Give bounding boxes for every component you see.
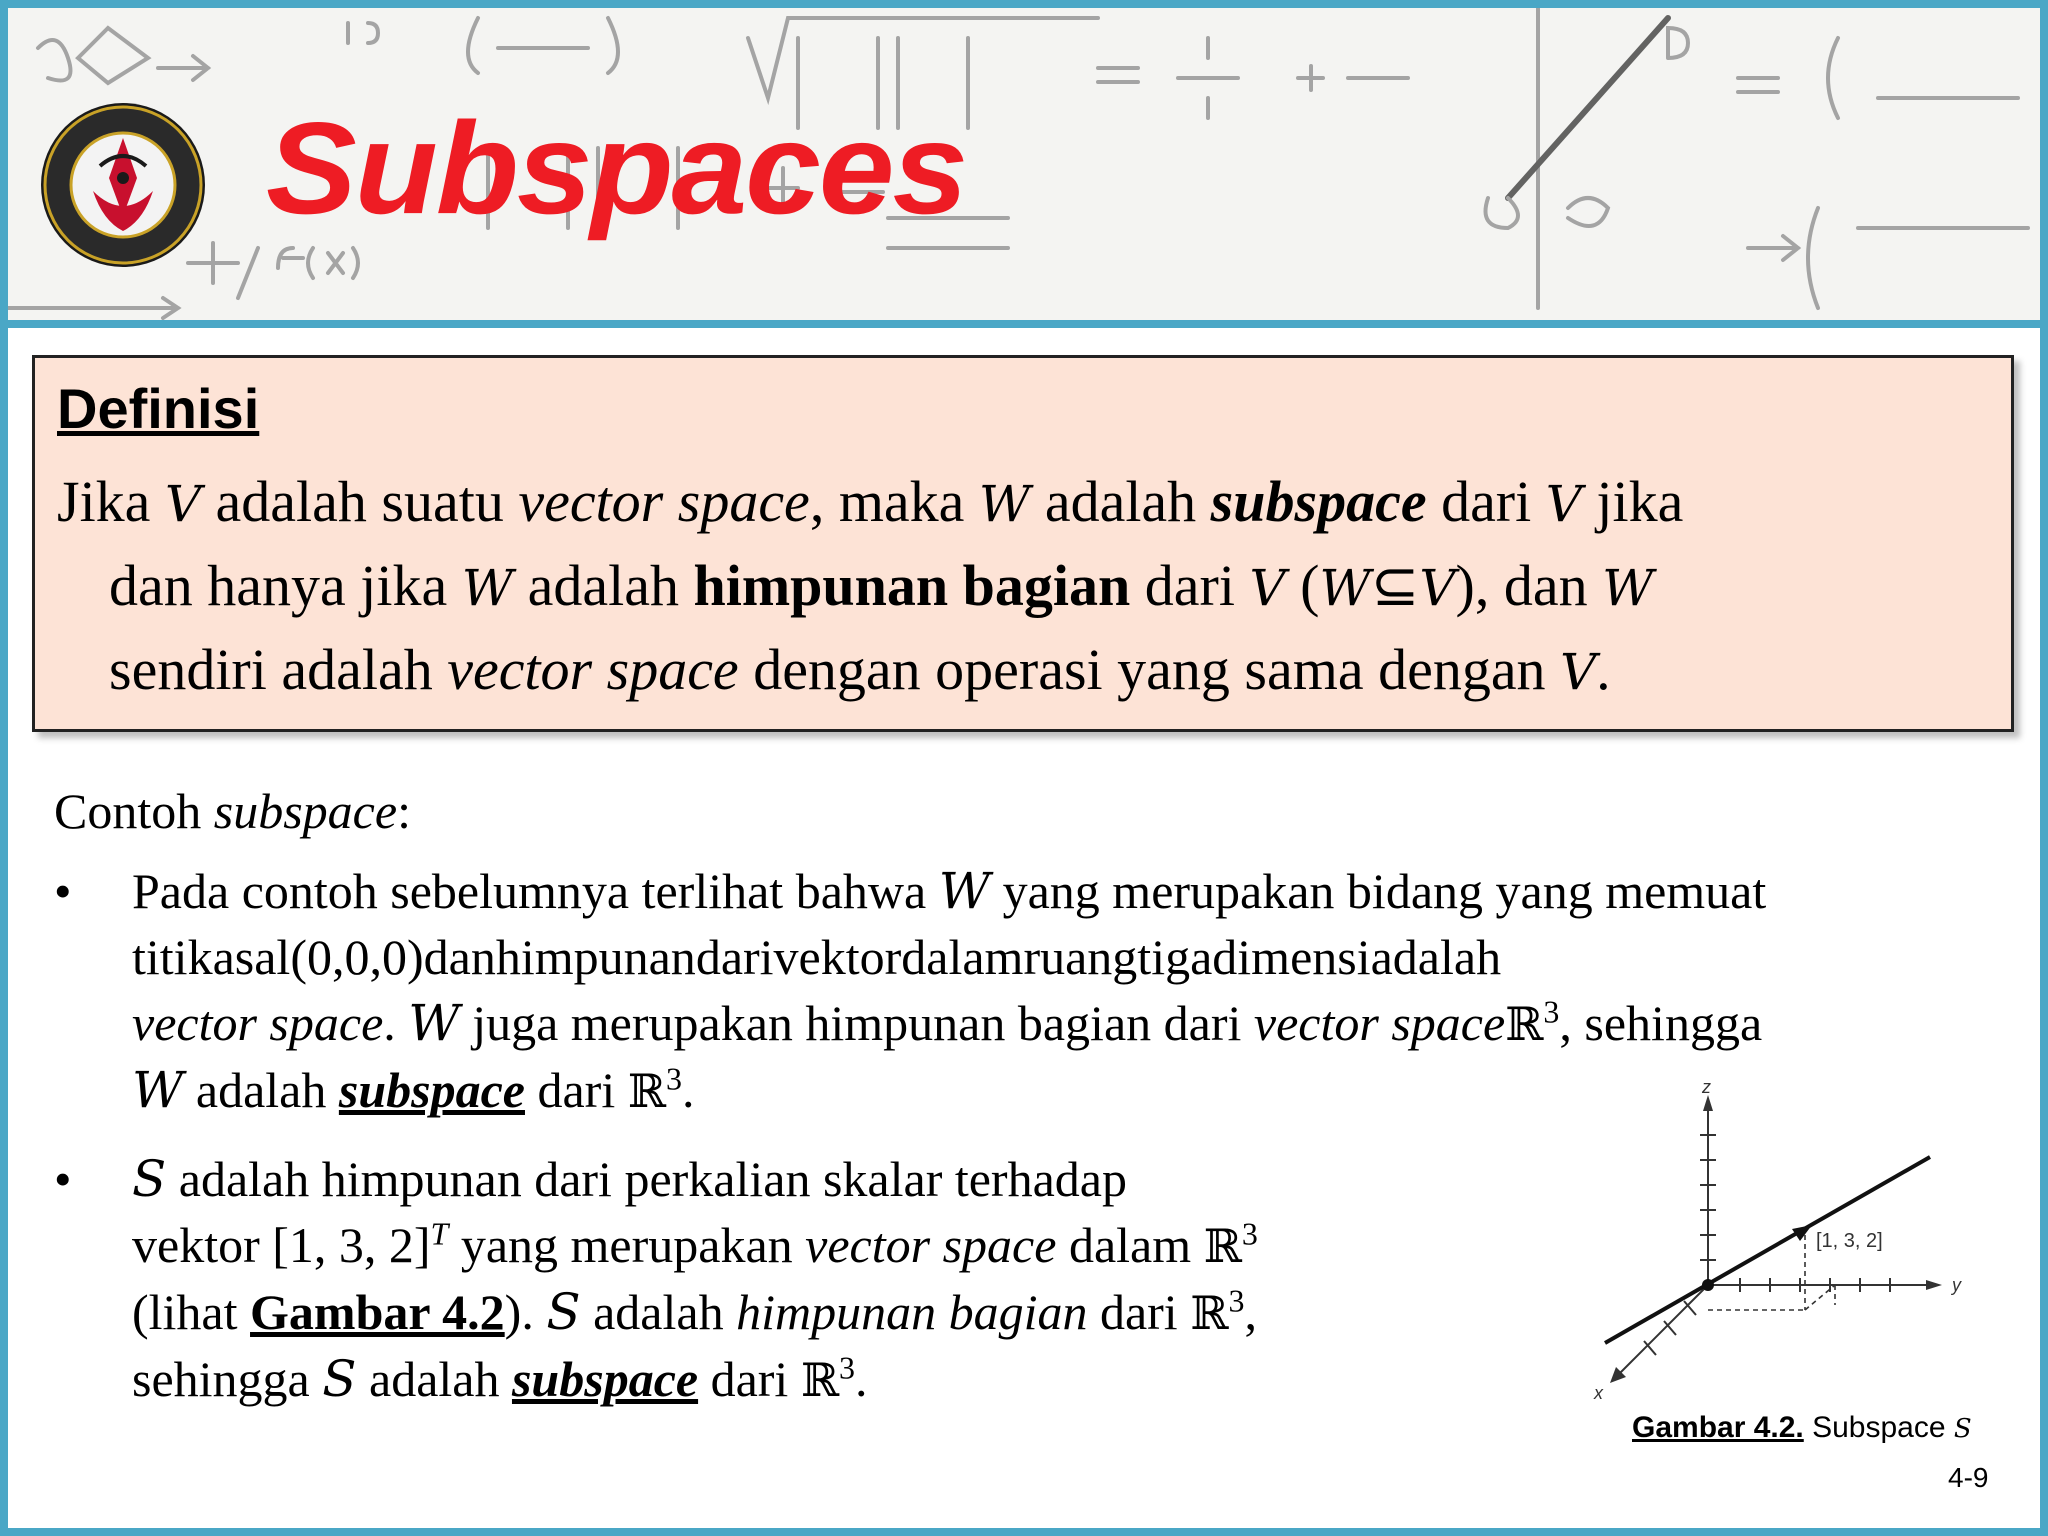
vector-arrow-icon — [1792, 1225, 1812, 1241]
bullet-2-line-3: (lihat Gambar 4.2). S adalah himpunan bagian dari ℝ$^3$, — [132, 1282, 1257, 1341]
bullet-1-line-4: W adalah subspace dari ℝ$^3$. — [132, 1060, 695, 1119]
y-arrow-icon — [1926, 1280, 1942, 1290]
justified-word: himpunan — [495, 929, 696, 985]
page-number: 4-9 — [1948, 1462, 1989, 1493]
justified-word: dan — [423, 929, 496, 985]
bullet-1-line-1: Pada contoh sebelumnya terlihat bahwa W yang merupakan bidang yang memuat — [132, 862, 1767, 920]
university-seal-icon — [38, 96, 208, 274]
example-heading: Contoh subspace: — [54, 783, 411, 839]
justified-word: titik — [132, 929, 213, 985]
bullet-2-line-4: sehingga S adalah subspace dari ℝ$^3$. — [132, 1349, 868, 1408]
bullet-1-line-2 — [132, 924, 1994, 990]
vector-label: [1, 3, 2] — [1816, 1230, 1883, 1252]
justified-word: dalam — [901, 929, 1024, 985]
justified-word: adalah — [1370, 929, 1502, 985]
bullet-2-line-2: vektor [1, 3, 2]$^T$ yang merupakan vector space dalam ℝ$^3$ — [132, 1215, 1258, 1273]
bullet-2-line-1: S adalah himpunan dari perkalian skalar terhadap — [132, 1150, 1127, 1208]
axis-label-x: x — [1594, 1383, 1603, 1403]
definition-heading: Definisi — [57, 377, 260, 440]
bullet-marker: • — [54, 1151, 72, 1207]
figure-caption: Gambar 4.2. Subspace S — [1632, 1411, 1972, 1444]
origin-point — [1702, 1279, 1714, 1291]
bullet-1-line-3: vector space. W juga merupakan himpunan bagian dari vector spaceℝ$^3$, sehingga — [132, 993, 1763, 1052]
justified-word: (0,0,0) — [290, 929, 424, 985]
definition-line-3: sendiri adalah vector space dengan operasi yang sama dengan V. — [109, 637, 1611, 702]
justified-word: tiga — [1137, 929, 1213, 985]
bullet-2-text — [132, 1146, 1258, 1413]
definition-line-1: Jika V adalah suatu vector space, maka W adalah subspace dari V jika — [57, 469, 1684, 534]
justified-word: ruang — [1023, 929, 1138, 985]
justified-word: dimensi — [1212, 929, 1371, 985]
definition-text — [57, 461, 1997, 713]
figure-3d-axes — [1580, 1075, 2000, 1415]
axis-label-y: y — [1952, 1275, 1961, 1295]
bullet-marker: • — [54, 863, 72, 919]
page-title: Subspaces — [266, 95, 967, 241]
definition-line-2: dan hanya jika W adalah himpunan bagian dari V (W⊆V), dan W — [109, 553, 1654, 618]
justified-word: asal — [212, 929, 291, 985]
justified-word: vektor — [773, 929, 902, 985]
justified-word: dari — [695, 929, 774, 985]
definition-box — [32, 355, 2014, 732]
header-banner — [8, 8, 2040, 328]
axis-label-z: z — [1702, 1077, 1711, 1097]
z-arrow-icon — [1703, 1095, 1713, 1111]
figure-reference-link: Gambar 4.2 — [250, 1284, 505, 1340]
